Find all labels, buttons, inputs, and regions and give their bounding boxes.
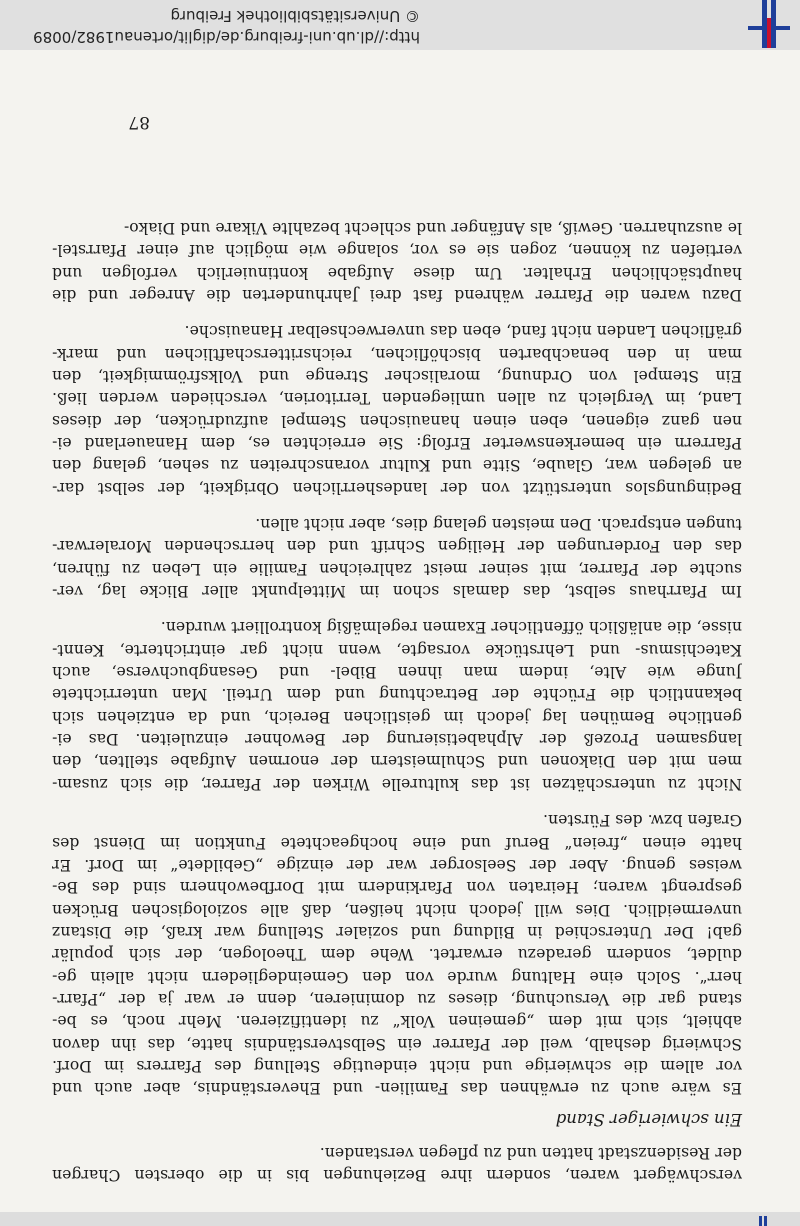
text-line: Nicht zu unterschätzen ist das kulturelle Wirken der Pfarrer, die sich zusam- (52, 774, 742, 793)
text-line: tungen entsprach. Den meisten gelang dies, aber nicht allen. (255, 515, 742, 534)
text-line: man in den benachbarten bischöflichen, reichsritterschaftlichen und mark- (52, 344, 742, 363)
text-line: stand gar die Versuchung, dieses zu dominieren, denn er war ja der „Pfarr- (52, 989, 742, 1008)
text-line: das den Forderungen der Heiligen Schrift und den herrschenden Moralerwar- (52, 537, 742, 556)
text-line: gentliche Bemühen lag jedoch im geistlichen Bereich, und da entziehen sich (52, 707, 742, 726)
text-line: nen ganz eigenen, eben einen hanauischen Stempel aufzudrücken, der dieses (52, 411, 742, 430)
text-line: Schwierig deshalb, weil der Pfarrer ein Selbstverständnis hatte, das ihn davon (52, 1034, 742, 1053)
source-url-link[interactable]: http://dl.ub.uni-freiburg.de/diglit/ortenau1982/0089 (33, 28, 420, 46)
bottom-strip (0, 1212, 800, 1226)
text-line: weises genug. Aber der Seelsorger war der einzige „Gebildete“ im Dorf. Er (52, 855, 742, 874)
paragraph (52, 217, 742, 306)
text-line: hauptsächlichen Erhalter. Um diese Aufgabe kontinuierlich verfolgen und (52, 263, 742, 282)
logo-fragment-icon (756, 1216, 770, 1226)
text-line: Pfarrern ein bemerkenswerter Erfolg: Sie erreichten es, dem Hanauerland ei- (52, 434, 742, 453)
university-logo-icon (746, 0, 794, 48)
text-line: Katechismus- und Lehrstücke vorsagte, wenn nicht gar eintrichterte, Kennt- (52, 640, 742, 659)
text-line: gesprengt waren; Heiraten von Pfarkindern mit Dorfbewohnern sind des Be- (52, 878, 742, 897)
text-line: unvermeidlich. Dies will jedoch nicht heißen, daß alle soziologischen Brücken (52, 900, 742, 919)
scanned-page (0, 50, 800, 1226)
text-line: der Residenzstadt hatten und zu pflegen verstanden. (319, 1143, 742, 1162)
text-line: vor allem die schwierige und nicht eindeutige Stellung des Pfarrers im Dorf. (52, 1056, 742, 1075)
text-line: an gelegen war, Glaube, Sitte und Kultur voranschreiten zu sehen, gelang den (52, 456, 742, 475)
paragraph (52, 320, 742, 499)
paragraph (52, 1141, 742, 1186)
text-line: vertiefen zu können, zogen sie es vor, solange wie möglich auf einer Pfarrstel- (52, 241, 742, 260)
paragraph (52, 616, 742, 795)
text-line: bekanntlich die Früchte der Betrachtung und dem Urteil. Man unterrichtete (52, 685, 742, 704)
text-line: gab! Der Unterschied in Bildung und sozialer Stellung war kraß, die Distanz (52, 922, 742, 941)
text-line: men mit den Diakonen und Schulmeistern der enormen Aufgabe stellten, den (52, 752, 742, 771)
section-heading: Ein schwieriger Stand (555, 1110, 742, 1130)
text-line: verschwägert waren, sondern ihre Beziehungen bis in die obersten Chargen (52, 1166, 742, 1184)
text-line: gräflichen Landen nicht fand, eben das unverwechselbar Hanauische. (184, 322, 742, 341)
copyright-notice: © Universitätsbibliothek Freiburg (170, 7, 420, 25)
paragraph (52, 513, 742, 602)
text-line: Es wäre auch zu erwähnen das Familien- und Eheverständnis, aber auch und (52, 1079, 742, 1098)
text-line: Junge wie Alte, indem man ihnen Bibel- und Gesangbuchverse, auch (52, 663, 742, 682)
text-line: Ein Stempel von Ordnung, moralischer Strenge und Volksfrömmigkeit, den (52, 367, 742, 385)
body-text (52, 217, 742, 1186)
text-line: herr“. Solch eine Haltung wurde von den Gemeindegliedern nicht allein ge- (52, 967, 742, 986)
page-number: 87 (128, 112, 150, 132)
text-line: duldet, sondern geradezu erwartet. Wehe dem Theologen, der sich populär (52, 945, 742, 964)
text-line: suchte der Pfarrer, mit seiner meist zahlreichen Familie ein Leben zu führen, (52, 559, 742, 578)
text-line: hatte einen „freien“ Beruf und eine hochgeachtete Funktion im Dienst des (52, 833, 742, 852)
text-line: le auszuharren. Gewiß, als Anfänger und schlecht bezahlte Vikare und Diako- (123, 218, 742, 237)
text-line: abhielt, sich mit dem „gemeinen Volk“ zu identifizieren. Mehr noch, es be- (52, 1012, 742, 1031)
text-line: nisse, die anläßlich öffentlicher Examen regelmäßig kontrolliert wurden. (160, 618, 742, 637)
paragraph (52, 809, 742, 1099)
text-line: Bedingungslos unterstützt von der landesherrlichen Obrigkeit, der selbst dar- (52, 478, 742, 497)
text-line: langsamen Prozeß der Alphabetisierung der Bewohner einzuleiten. Das ei- (52, 730, 742, 749)
text-line: Dazu waren die Pfarrer während fast drei Jahrhunderten die Anreger und die (52, 285, 742, 304)
text-line: Im Pfarrhaus selbst, das damals schon im Mittelpunkt aller Blicke lag, ver- (52, 582, 742, 601)
text-line: Grafen bzw. des Fürsten. (543, 811, 742, 830)
text-line: Land, im Vergleich zu allen umliegenden Territorien, verschieden werden ließ. (52, 389, 742, 408)
